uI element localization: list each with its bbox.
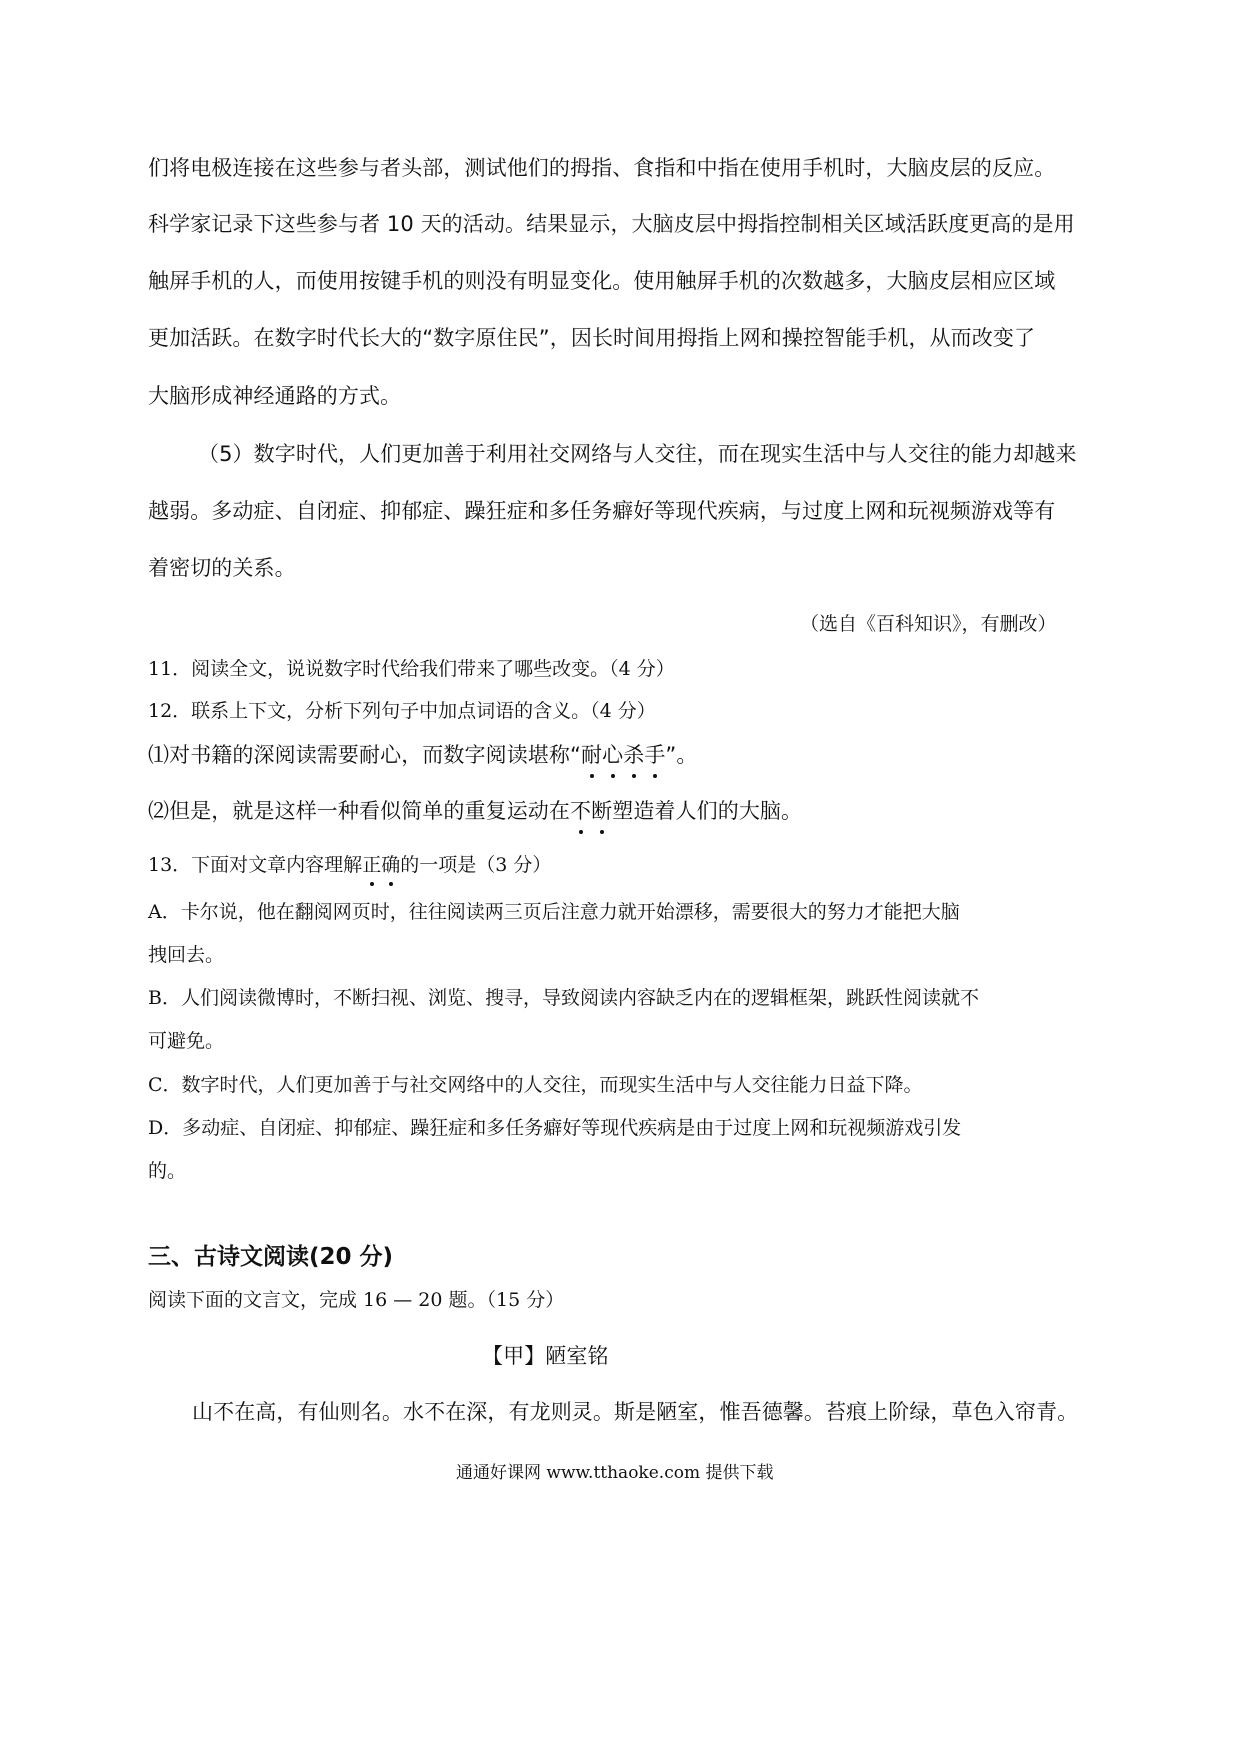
option-a-cont: 拽回去。 <box>148 944 225 966</box>
option-c: C．数字时代，人们更加善于与社交网络中的人交往，而现实生活中与人交往能力日益下降。 <box>148 1074 923 1096</box>
option-d-cont: 的。 <box>148 1160 187 1182</box>
dotted-char: 确 <box>381 850 400 877</box>
option-d: D．多动症、自闭症、抑郁症、躁狂症和多任务癖好等现代疾病是由于过度上网和玩视频游戏引发 <box>148 1117 962 1139</box>
option-b: B．人们阅读微博时，不断扫视、浏览、搜寻，导致阅读内容缺乏内在的逻辑框架，跳跃性阅读就不 <box>148 987 979 1009</box>
section-heading: 三、古诗文阅读(20 分) <box>148 1244 394 1270</box>
dotted-char: 不 <box>570 795 591 825</box>
section-instruction: 阅读下面的文言文，完成 16 — 20 题。（15 分） <box>148 1289 565 1311</box>
dotted-char: 心 <box>602 739 623 769</box>
dotted-char: 手 <box>644 739 665 769</box>
article-line: 着密切的关系。 <box>148 556 296 580</box>
article-line: （5）数字时代，人们更加善于利用社交网络与人交往，而在现实生活中与人交往的能力却越来 <box>198 442 1077 466</box>
question-13: 13．下面对文章内容理解正确的一项是（3 分） <box>148 850 551 877</box>
dotted-char: 耐 <box>581 739 602 769</box>
article-line: 触屏手机的人，而使用按键手机的则没有明显变化。使用触屏手机的次数越多，大脑皮层相应区域 <box>148 269 1056 293</box>
dotted-char: 断 <box>591 795 612 825</box>
article-line: 科学家记录下这些参与者 10 天的活动。结果显示，大脑皮层中拇指控制相关区域活跃度更高的是用 <box>148 212 1075 236</box>
page-footer: 通通好课网 www.tthaoke.com 提供下载 <box>456 1463 774 1483</box>
question-12-item-1: ⑴对书籍的深阅读需要耐心，而数字阅读堪称“耐心杀手”。 <box>148 739 698 769</box>
question-11: 11．阅读全文，说说数字时代给我们带来了哪些改变。（4 分） <box>148 658 675 680</box>
question-12: 12．联系上下文，分析下列句子中加点词语的含义。（4 分） <box>148 700 656 722</box>
question-12-item-2: ⑵但是，就是这样一种看似简单的重复运动在不断塑造着人们的大脑。 <box>148 795 802 825</box>
piece-text-line: 山不在高，有仙则名。水不在深，有龙则灵。斯是陋室，惟吾德馨。苔痕上阶绿，草色入帘青。 <box>192 1400 1079 1424</box>
dotted-char: 杀 <box>623 739 644 769</box>
option-a: A．卡尔说，他在翻阅网页时，往往阅读两三页后注意力就开始漂移，需要很大的努力才能把大脑 <box>148 901 960 923</box>
dotted-char: 正 <box>362 850 381 877</box>
option-b-cont: 可避免。 <box>148 1030 225 1052</box>
article-line: 更加活跃。在数字时代长大的“数字原住民”，因长时间用拇指上网和操控智能手机，从而改变了 <box>148 326 1036 350</box>
piece-title: 【甲】陋室铭 <box>482 1344 609 1368</box>
article-line: 们将电极连接在这些参与者头部，测试他们的拇指、食指和中指在使用手机时，大脑皮层的反应。 <box>148 156 1056 180</box>
article-line: 大脑形成神经通路的方式。 <box>148 384 402 408</box>
article-source: （选自《百科知识》，有删改） <box>800 613 1057 635</box>
article-line: 越弱。多动症、自闭症、抑郁症、躁狂症和多任务癖好等现代疾病，与过度上网和玩视频游戏等有 <box>148 499 1056 523</box>
